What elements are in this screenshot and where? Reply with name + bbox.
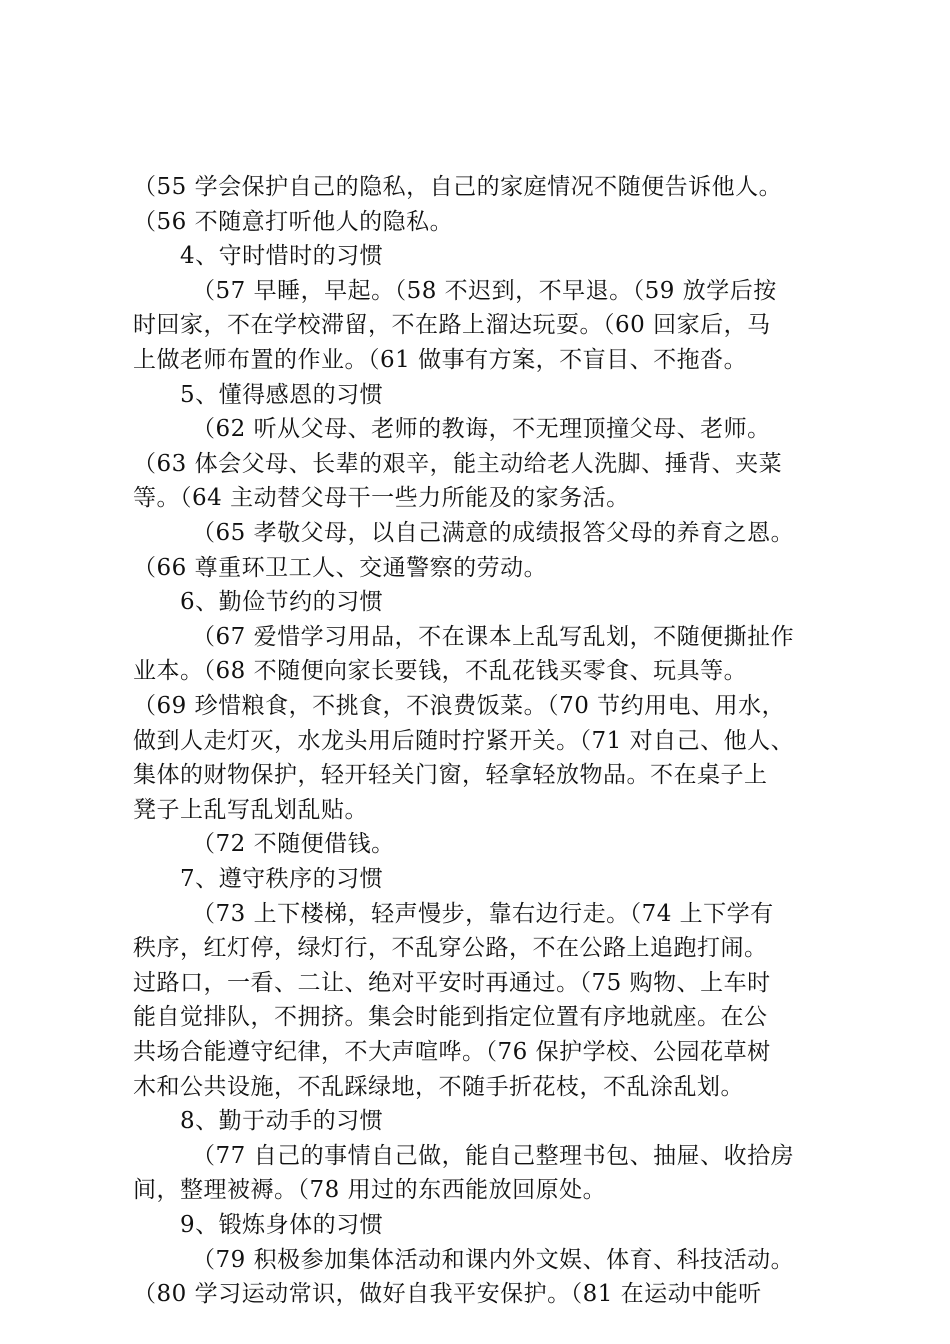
paragraph-line: （80 学习运动常识，做好自我平安保护。（81 在运动中能听 bbox=[133, 1281, 762, 1307]
paragraph-line: （79 积极参加集体活动和课内外文娱、体育、科技活动。 bbox=[192, 1247, 795, 1273]
section-heading: 9、锻炼身体的习惯 bbox=[180, 1212, 384, 1238]
paragraph-line: （63 体会父母、长辈的艰辛，能主动给老人洗脚、捶背、夹菜 bbox=[133, 451, 783, 477]
paragraph-line: 秩序，红灯停，绿灯行，不乱穿公路，不在公路上追跑打闹。 bbox=[133, 935, 768, 961]
paragraph-line: 过路口，一看、二让、绝对平安时再通过。（75 购物、上车时 bbox=[133, 970, 771, 996]
paragraph-line: （69 珍惜粮食，不挑食，不浪费饭菜。（70 节约用电、用水， bbox=[133, 693, 786, 719]
paragraph-line: 等。（64 主动替父母干一些力所能及的家务活。 bbox=[133, 485, 630, 511]
paragraph-line: 木和公共设施，不乱踩绿地，不随手折花枝，不乱涂乱划。 bbox=[133, 1074, 744, 1100]
paragraph-line: （77 自己的事情自己做，能自己整理书包、抽屉、收拾房 bbox=[192, 1143, 795, 1169]
paragraph-line: 业本。（68 不随便向家长要钱，不乱花钱买零食、玩具等。 bbox=[133, 658, 748, 684]
section-heading: 7、遵守秩序的习惯 bbox=[180, 866, 384, 892]
paragraph-line: （62 听从父母、老师的教诲，不无理顶撞父母、老师。 bbox=[192, 416, 771, 442]
paragraph-line: （57 早睡，早起。（58 不迟到，不早退。（59 放学后按 bbox=[192, 278, 777, 304]
paragraph-line: 时回家，不在学校滞留，不在路上溜达玩耍。（60 回家后，马 bbox=[133, 312, 771, 338]
section-heading: 4、守时惜时的习惯 bbox=[180, 243, 384, 269]
paragraph-line: （65 孝敬父母，以自己满意的成绩报答父母的养育之恩。 bbox=[192, 520, 795, 546]
paragraph-line: （56 不随意打听他人的隐私。 bbox=[133, 209, 454, 235]
paragraph-line: 凳子上乱写乱划乱贴。 bbox=[133, 797, 368, 823]
paragraph-line: （73 上下楼梯，轻声慢步，靠右边行走。（74 上下学有 bbox=[192, 901, 774, 927]
paragraph-line: 间，整理被褥。（78 用过的东西能放回原处。 bbox=[133, 1177, 607, 1203]
paragraph-line: （55 学会保护自己的隐私，自己的家庭情况不随便告诉他人。 bbox=[133, 174, 783, 200]
section-heading: 6、勤俭节约的习惯 bbox=[180, 589, 384, 615]
section-heading: 8、勤于动手的习惯 bbox=[180, 1108, 384, 1134]
paragraph-line: （72 不随便借钱。 bbox=[192, 831, 395, 857]
paragraph-line: （67 爱惜学习用品，不在课本上乱写乱划，不随便撕扯作 bbox=[192, 624, 795, 650]
paragraph-line: 集体的财物保护，轻开轻关门窗，轻拿轻放物品。不在桌子上 bbox=[133, 762, 768, 788]
section-heading: 5、懂得感恩的习惯 bbox=[180, 382, 384, 408]
paragraph-line: 能自觉排队，不拥挤。集会时能到指定位置有序地就座。在公 bbox=[133, 1004, 768, 1030]
paragraph-line: 共场合能遵守纪律，不大声喧哗。（76 保护学校、公园花草树 bbox=[133, 1039, 771, 1065]
paragraph-line: （66 尊重环卫工人、交通警察的劳动。 bbox=[133, 555, 548, 581]
paragraph-line: 上做老师布置的作业。（61 做事有方案，不盲目、不拖沓。 bbox=[133, 347, 748, 373]
paragraph-line: 做到人走灯灭，水龙头用后随时拧紧开关。（71 对自己、他人、 bbox=[133, 728, 795, 754]
